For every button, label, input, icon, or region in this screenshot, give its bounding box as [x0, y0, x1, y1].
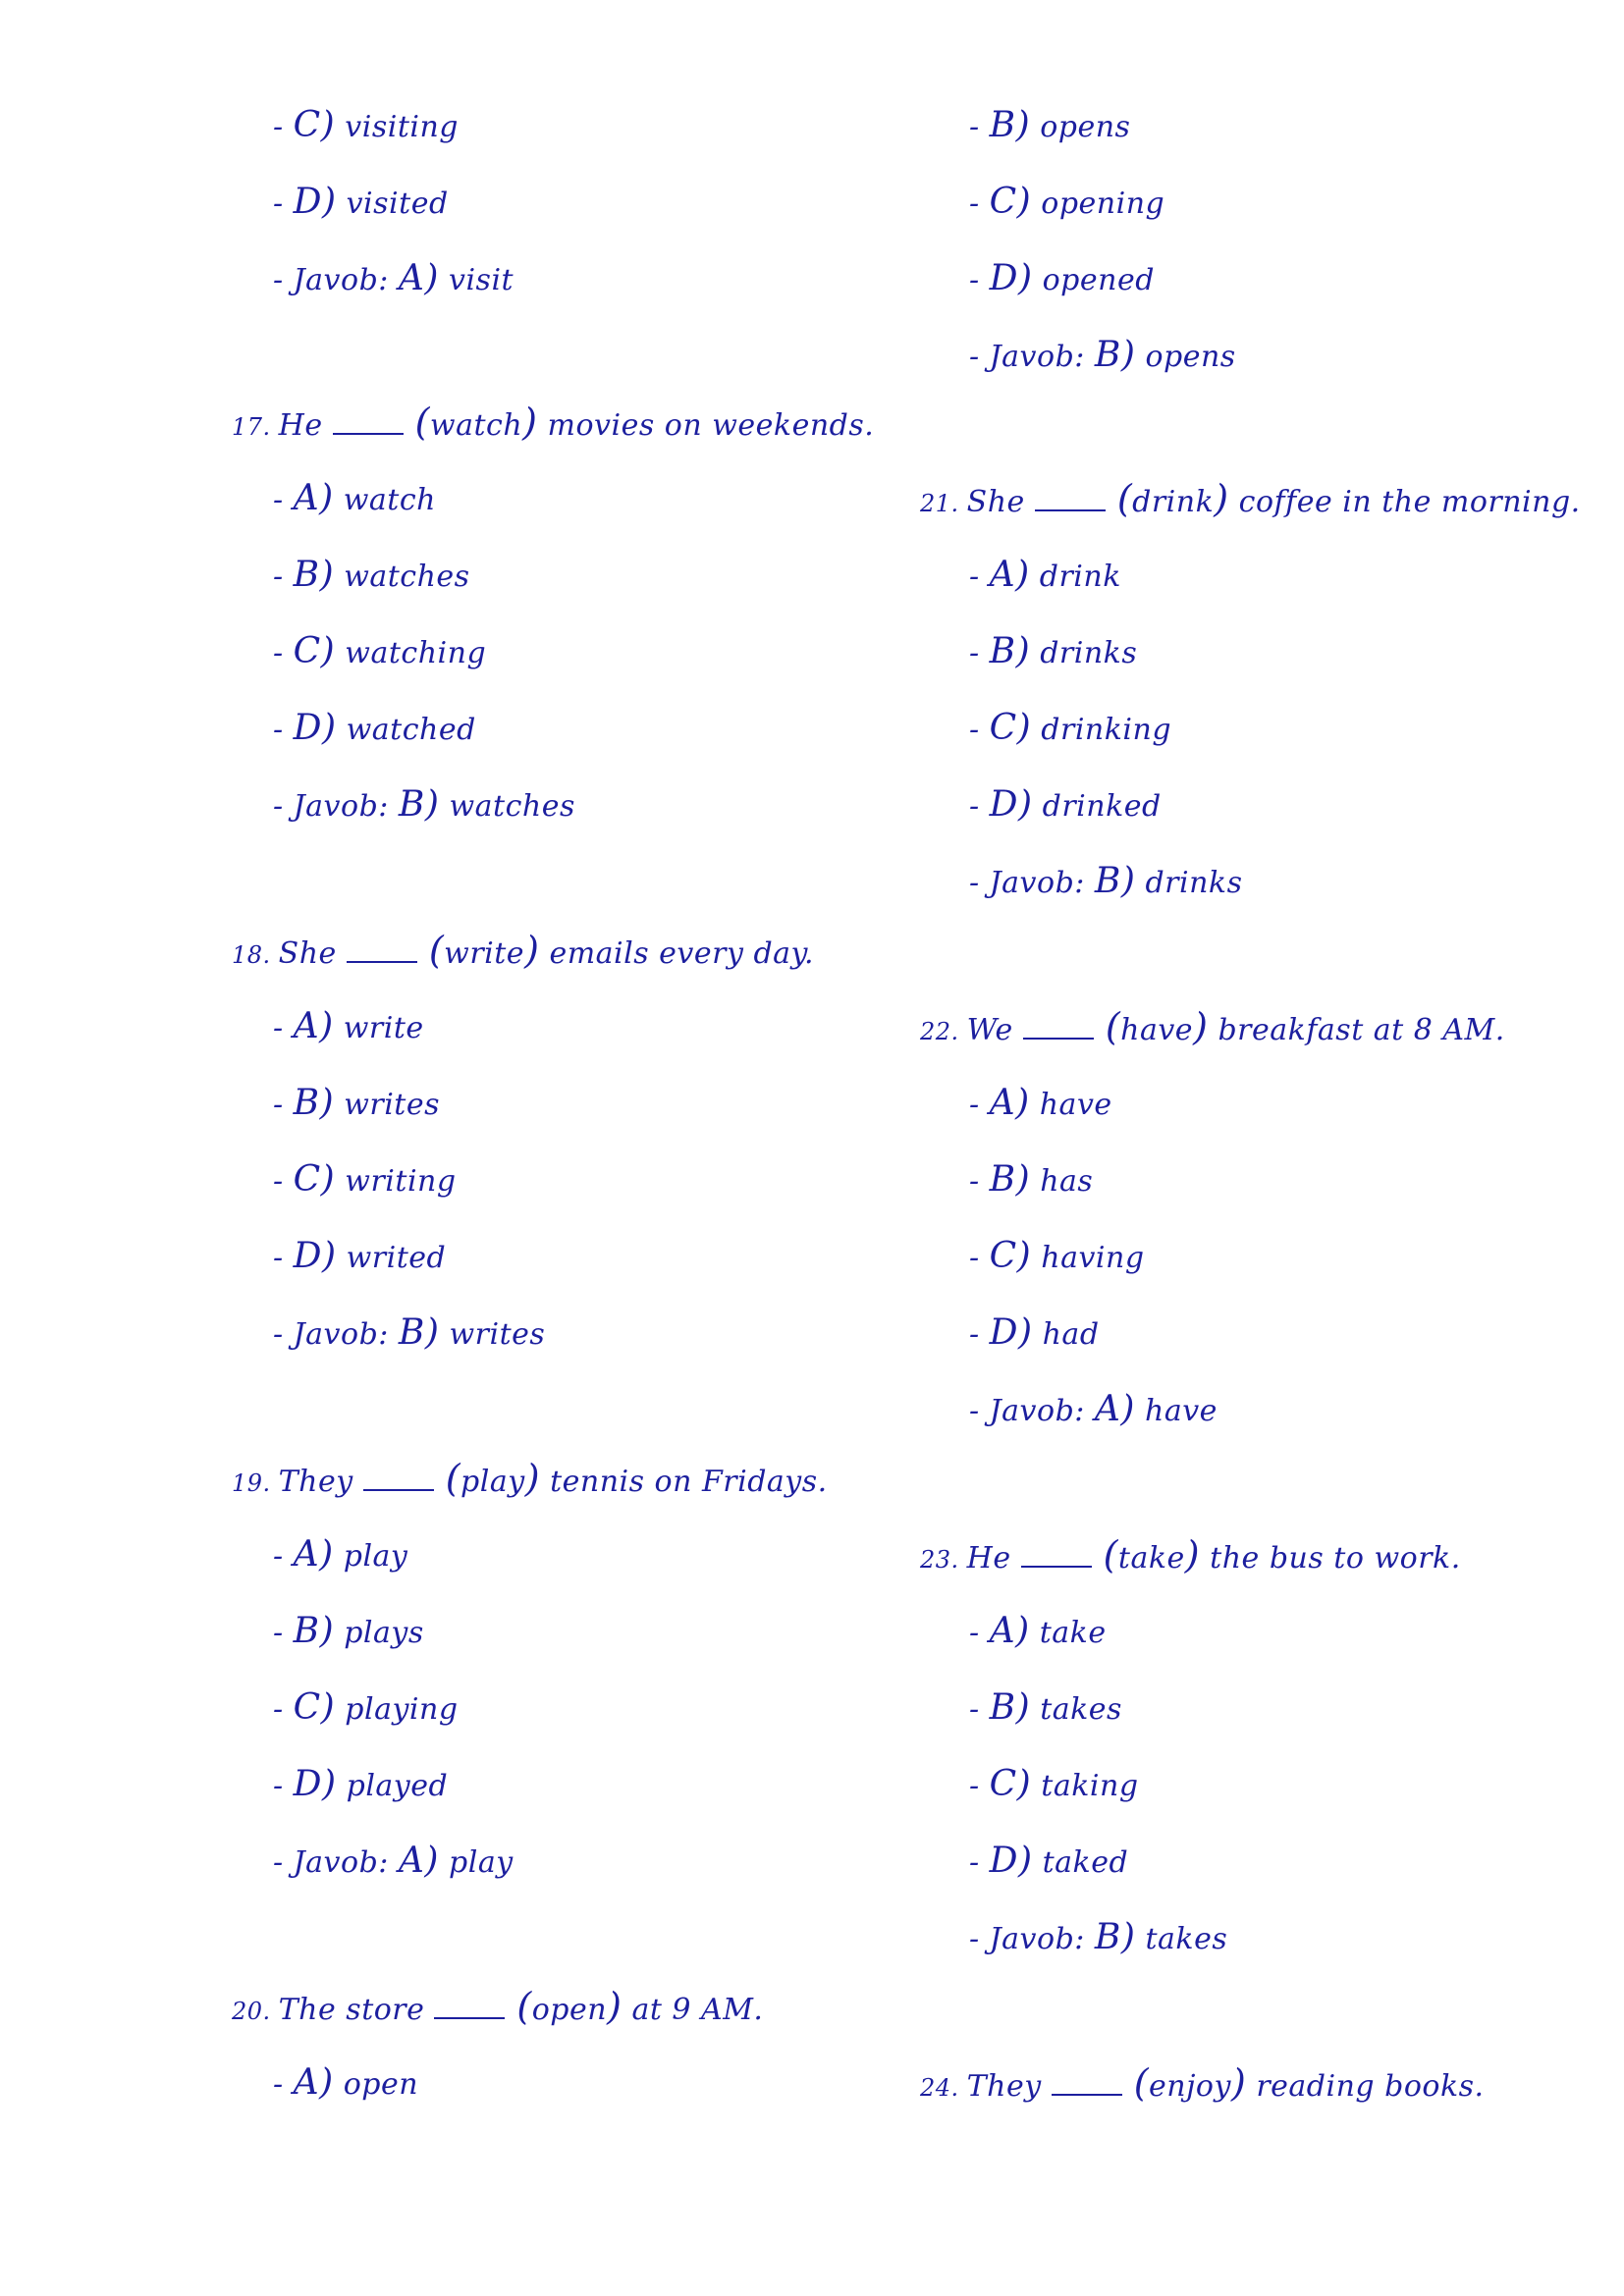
option-21-c: - C) drinking	[969, 708, 1172, 748]
answer-20: - Javob: B) opens	[969, 335, 1236, 375]
option-16-d: - D) visited	[273, 182, 449, 222]
option-23-a: - A) take	[969, 1611, 1107, 1651]
option-20-a: - A) open	[273, 2062, 419, 2103]
option-17-b: - B) watches	[273, 555, 470, 595]
option-21-a: - A) drink	[969, 555, 1121, 595]
option-18-d: - D) writed	[273, 1236, 447, 1276]
option-20-c: - C) opening	[969, 182, 1165, 222]
answer-18: - Javob: B) writes	[273, 1312, 546, 1353]
option-17-c: - C) watching	[273, 631, 487, 671]
question-20: 20. The store (open) at 9 AM.	[232, 1985, 764, 2028]
option-19-b: - B) plays	[273, 1611, 424, 1651]
option-18-c: - C) writing	[273, 1159, 457, 1200]
answer-21: - Javob: B) drinks	[969, 861, 1243, 901]
question-19: 19. They (play) tennis on Fridays.	[232, 1457, 828, 1500]
option-17-a: - A) watch	[273, 478, 436, 518]
answer-22: - Javob: A) have	[969, 1389, 1218, 1429]
option-21-d: - D) drinked	[969, 784, 1162, 825]
option-19-a: - A) play	[273, 1534, 408, 1575]
answer-blank	[1023, 1012, 1094, 1040]
option-18-a: - A) write	[273, 1006, 424, 1046]
answer-blank	[1052, 2068, 1122, 2096]
answer-blank	[1021, 1540, 1092, 1568]
answer-blank	[363, 1464, 434, 1491]
option-22-b: - B) has	[969, 1159, 1094, 1200]
question-17: 17. He (watch) movies on weekends.	[232, 400, 875, 444]
answer-16: - Javob: A) visit	[273, 258, 514, 298]
option-19-d: - D) played	[273, 1764, 449, 1804]
question-21: 21. She (drink) coffee in the morning.	[920, 477, 1581, 520]
answer-blank	[347, 935, 417, 963]
option-20-b: - B) opens	[969, 105, 1131, 145]
option-22-c: - C) having	[969, 1236, 1145, 1276]
option-22-a: - A) have	[969, 1083, 1112, 1123]
question-24: 24. They (enjoy) reading books.	[920, 2061, 1485, 2105]
answer-blank	[1035, 484, 1106, 511]
answer-23: - Javob: B) takes	[969, 1917, 1228, 1957]
option-23-c: - C) taking	[969, 1764, 1139, 1804]
option-16-c: - C) visiting	[273, 105, 459, 145]
option-18-b: - B) writes	[273, 1083, 441, 1123]
option-23-b: - B) takes	[969, 1687, 1122, 1728]
option-17-d: - D) watched	[273, 708, 476, 748]
option-22-d: - D) had	[969, 1312, 1100, 1353]
answer-blank	[434, 1992, 505, 2019]
option-19-c: - C) playing	[273, 1687, 459, 1728]
answer-blank	[333, 407, 404, 435]
answer-19: - Javob: A) play	[273, 1841, 514, 1881]
answer-17: - Javob: B) watches	[273, 784, 575, 825]
option-23-d: - D) taked	[969, 1841, 1129, 1881]
question-23: 23. He (take) the bus to work.	[920, 1533, 1461, 1576]
option-20-d: - D) opened	[969, 258, 1155, 298]
option-21-b: - B) drinks	[969, 631, 1138, 671]
question-22: 22. We (have) breakfast at 8 AM.	[920, 1005, 1505, 1048]
question-18: 18. She (write) emails every day.	[232, 929, 815, 972]
